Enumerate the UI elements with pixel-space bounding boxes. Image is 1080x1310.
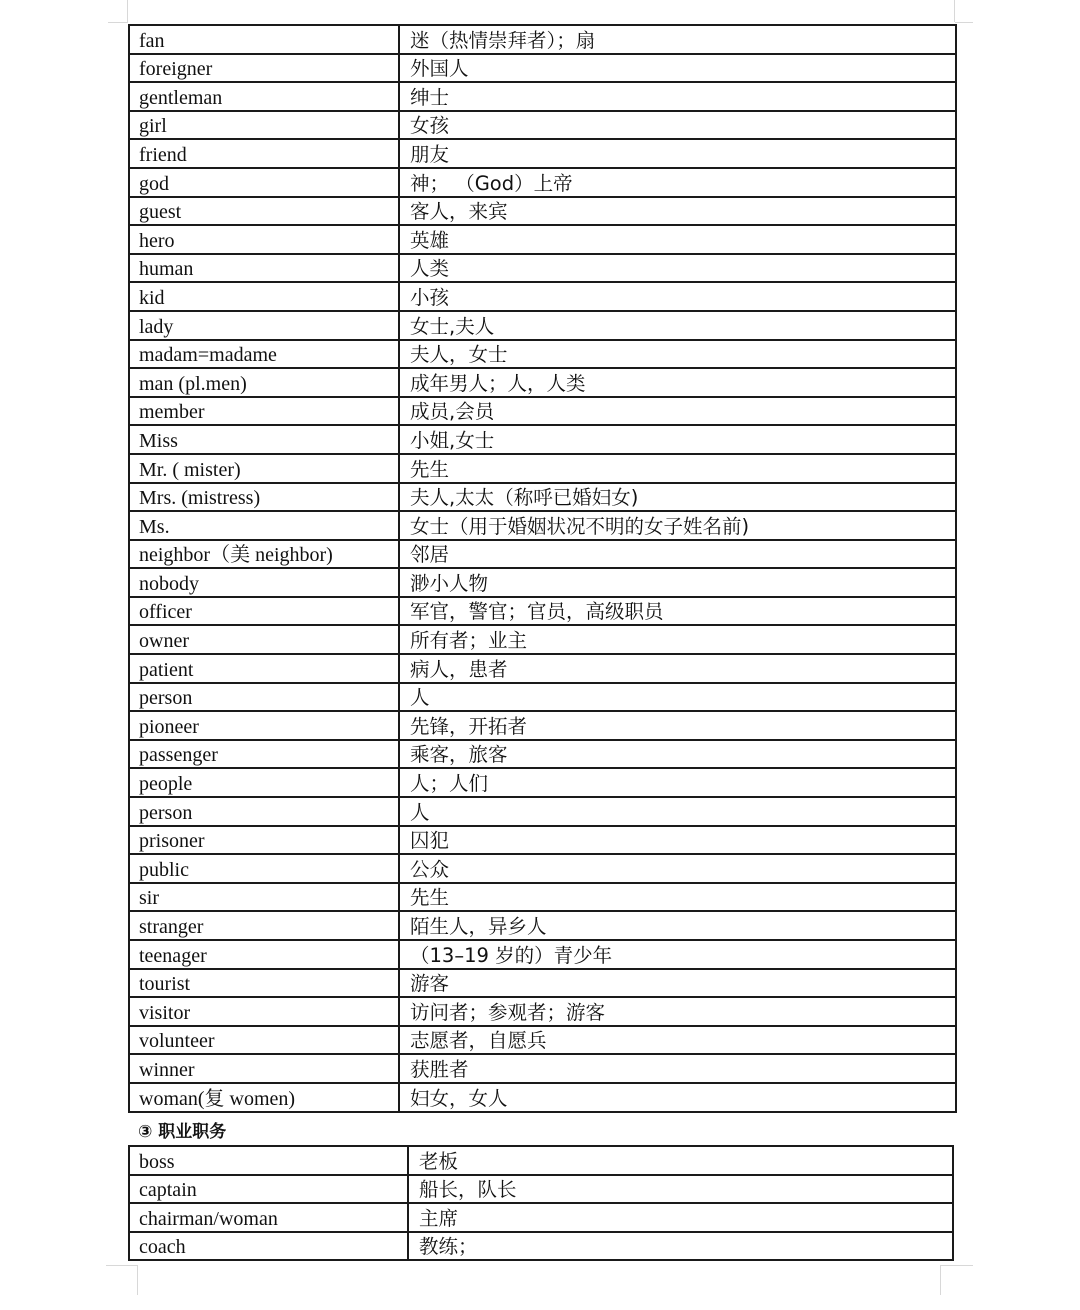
english-word: owner	[129, 625, 399, 654]
table-row	[129, 254, 956, 283]
table-row	[129, 883, 956, 912]
chinese-meaning: 先锋，开拓者	[399, 711, 956, 740]
table-row	[129, 1083, 956, 1112]
chinese-meaning: 人	[399, 683, 956, 712]
english-word: Miss	[129, 425, 399, 454]
english-word: man (pl.men)	[129, 368, 399, 397]
table-row	[129, 168, 956, 197]
table-row	[129, 540, 956, 569]
english-word: lady	[129, 311, 399, 340]
chinese-meaning: 所有者；业主	[399, 625, 956, 654]
table-row	[129, 111, 956, 140]
english-word: teenager	[129, 940, 399, 969]
english-word: Ms.	[129, 511, 399, 540]
table-row	[129, 683, 956, 712]
table-row	[129, 282, 956, 311]
table-row	[129, 454, 956, 483]
chinese-meaning: 公众	[399, 854, 956, 883]
chinese-meaning: 渺小人物	[399, 568, 956, 597]
chinese-meaning: 女士（用于婚姻状况不明的女子姓名前)	[399, 511, 956, 540]
chinese-meaning: 病人，患者	[399, 654, 956, 683]
chinese-meaning: 夫人，女士	[399, 340, 956, 369]
english-word: sir	[129, 883, 399, 912]
chinese-meaning: 妇女，女人	[399, 1083, 956, 1112]
english-word: captain	[129, 1175, 408, 1204]
table-row	[129, 969, 956, 998]
english-word: patient	[129, 654, 399, 683]
chinese-meaning: 军官，警官；官员，高级职员	[399, 597, 956, 626]
english-word: coach	[129, 1232, 408, 1261]
english-word: prisoner	[129, 826, 399, 855]
table-row	[129, 197, 956, 226]
chinese-meaning: 人；人们	[399, 768, 956, 797]
table-row	[129, 940, 956, 969]
chinese-meaning: 访问者；参观者；游客	[399, 997, 956, 1026]
english-word: kid	[129, 282, 399, 311]
chinese-meaning: 迷（热情崇拜者）；扇	[399, 25, 956, 54]
crop-mark-top-right-v	[954, 0, 955, 22]
english-word: neighbor（美 neighbor)	[129, 540, 399, 569]
table-row	[129, 854, 956, 883]
table-row	[129, 625, 956, 654]
chinese-meaning: 船长，队长	[408, 1175, 953, 1204]
chinese-meaning: 外国人	[399, 54, 956, 83]
english-word: tourist	[129, 969, 399, 998]
chinese-meaning: 志愿者，自愿兵	[399, 1026, 956, 1055]
chinese-meaning: 女士,夫人	[399, 311, 956, 340]
english-word: public	[129, 854, 399, 883]
people-vocabulary-rows	[129, 25, 956, 1112]
table-row	[129, 1146, 953, 1175]
occupations-vocabulary-rows	[129, 1146, 953, 1260]
english-word: boss	[129, 1146, 408, 1175]
english-word: god	[129, 168, 399, 197]
table-row	[129, 826, 956, 855]
chinese-meaning: 老板	[408, 1146, 953, 1175]
english-word: officer	[129, 597, 399, 626]
english-word: Mr. ( mister)	[129, 454, 399, 483]
table-row	[129, 25, 956, 54]
chinese-meaning: 邻居	[399, 540, 956, 569]
chinese-meaning: 成员,会员	[399, 397, 956, 426]
table-row	[129, 654, 956, 683]
english-word: girl	[129, 111, 399, 140]
english-word: winner	[129, 1054, 399, 1083]
english-word: visitor	[129, 997, 399, 1026]
chinese-meaning: 成年男人；人，人类	[399, 368, 956, 397]
table-row	[129, 911, 956, 940]
crop-mark-top-left-v	[127, 0, 128, 22]
table-row	[129, 711, 956, 740]
chinese-meaning: 游客	[399, 969, 956, 998]
table-row	[129, 1175, 953, 1204]
english-word: hero	[129, 225, 399, 254]
chinese-meaning: 陌生人，异乡人	[399, 911, 956, 940]
table-row	[129, 139, 956, 168]
table-row	[129, 1232, 953, 1261]
table-row	[129, 1203, 953, 1232]
section-heading-occupations: ③ 职业职务	[138, 1122, 227, 1142]
people-vocabulary-table	[128, 24, 957, 1113]
crop-mark-bottom-right-v	[940, 1265, 941, 1295]
english-word: foreigner	[129, 54, 399, 83]
table-row	[129, 311, 956, 340]
table-row	[129, 568, 956, 597]
chinese-meaning: 英雄	[399, 225, 956, 254]
english-word: volunteer	[129, 1026, 399, 1055]
chinese-meaning: 女孩	[399, 111, 956, 140]
table-row	[129, 340, 956, 369]
table-row	[129, 368, 956, 397]
english-word: people	[129, 768, 399, 797]
chinese-meaning: 夫人,太太（称呼已婚妇女)	[399, 483, 956, 512]
english-word: human	[129, 254, 399, 283]
chinese-meaning: 小姐,女士	[399, 425, 956, 454]
table-row	[129, 740, 956, 769]
english-word: Mrs. (mistress)	[129, 483, 399, 512]
english-word: stranger	[129, 911, 399, 940]
chinese-meaning: 乘客，旅客	[399, 740, 956, 769]
table-row	[129, 82, 956, 111]
english-word: woman(复 women)	[129, 1083, 399, 1112]
english-word: guest	[129, 197, 399, 226]
chinese-meaning: 先生	[399, 454, 956, 483]
table-row	[129, 225, 956, 254]
chinese-meaning: 囚犯	[399, 826, 956, 855]
crop-mark-top-left-h	[108, 22, 128, 23]
chinese-meaning: 获胜者	[399, 1054, 956, 1083]
english-word: friend	[129, 139, 399, 168]
table-row	[129, 511, 956, 540]
chinese-meaning: 主席	[408, 1203, 953, 1232]
english-word: fan	[129, 25, 399, 54]
english-word: madam=madame	[129, 340, 399, 369]
table-row	[129, 597, 956, 626]
table-row	[129, 54, 956, 83]
occupations-vocabulary-table	[128, 1145, 954, 1261]
table-row	[129, 483, 956, 512]
table-row	[129, 997, 956, 1026]
chinese-meaning: 客人，来宾	[399, 197, 956, 226]
chinese-meaning: 神； （God）上帝	[399, 168, 956, 197]
crop-mark-bottom-left-h	[106, 1265, 138, 1266]
chinese-meaning: 人	[399, 797, 956, 826]
english-word: person	[129, 797, 399, 826]
english-word: chairman/woman	[129, 1203, 408, 1232]
table-row	[129, 1026, 956, 1055]
english-word: passenger	[129, 740, 399, 769]
table-row	[129, 425, 956, 454]
table-row	[129, 768, 956, 797]
english-word: nobody	[129, 568, 399, 597]
english-word: person	[129, 683, 399, 712]
chinese-meaning: 朋友	[399, 139, 956, 168]
crop-mark-top-right-h	[955, 22, 973, 23]
chinese-meaning: 人类	[399, 254, 956, 283]
chinese-meaning: （13–19 岁的）青少年	[399, 940, 956, 969]
chinese-meaning: 教练；	[408, 1232, 953, 1261]
chinese-meaning: 小孩	[399, 282, 956, 311]
crop-mark-bottom-left-v	[137, 1265, 138, 1295]
table-row	[129, 797, 956, 826]
table-row	[129, 1054, 956, 1083]
chinese-meaning: 先生	[399, 883, 956, 912]
english-word: gentleman	[129, 82, 399, 111]
table-row	[129, 397, 956, 426]
chinese-meaning: 绅士	[399, 82, 956, 111]
english-word: member	[129, 397, 399, 426]
crop-mark-bottom-right-h	[940, 1265, 973, 1266]
english-word: pioneer	[129, 711, 399, 740]
